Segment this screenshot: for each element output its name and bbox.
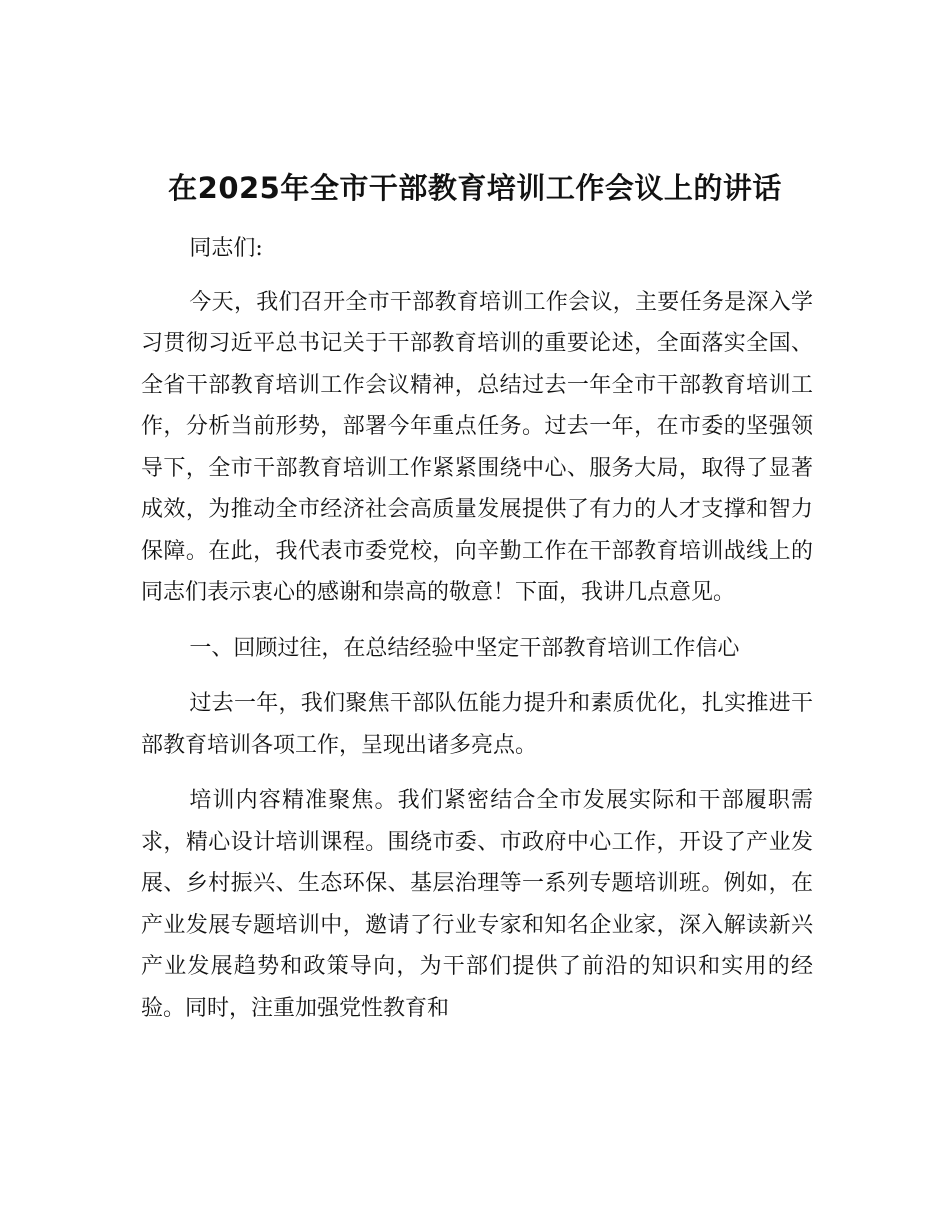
paragraph-opening: 今天，我们召开全市干部教育培训工作会议，主要任务是深入学习贯彻习近平总书记关于干部教育培训的重要论述，全面落实全国、全省干部教育培训工作会议精神，总结过去一年全市干部教育培训工作，分析当前形势，部署今年重点任务。过去一年，在市委的坚强领导下，全市干部教育培训工作紧紧围绕中心、服务大局，取得了显著成效，为推动全市经济社会高质量发展提供了有力的人才支撑和智力保障。在此，我代表市委党校，向辛勤工作在干部教育培训战线上的同志们表示衷心的感谢和崇高的敬意！下面，我讲几点意见。 [141, 289, 813, 605]
paragraph-review: 过去一年，我们聚焦干部队伍能力提升和素质优化，扎实推进干部教育培训各项工作，呈现出诸多亮点。 [141, 691, 813, 758]
salutation: 同志们: [189, 236, 263, 261]
paragraph-training-content: 培训内容精准聚焦。我们紧密结合全市发展实际和干部履职需求，精心设计培训课程。围绕市委、市政府中心工作，开设了产业发展、乡村振兴、生态环保、基层治理等一系列专题培训班。例如，在产业发展专题培训中，邀请了行业专家和知名企业家，深入解读新兴产业发展趋势和政策导向，为干部们提供了前沿的知识和实用的经验。同时，注重加强党性教育和 [141, 788, 813, 1021]
document-body [141, 228, 813, 1029]
section-heading-1: 一、回顾过往，在总结经验中坚定干部教育培训工作信心 [189, 635, 740, 661]
document-title: 在2025年全市干部教育培训工作会议上的讲话 [168, 171, 782, 205]
